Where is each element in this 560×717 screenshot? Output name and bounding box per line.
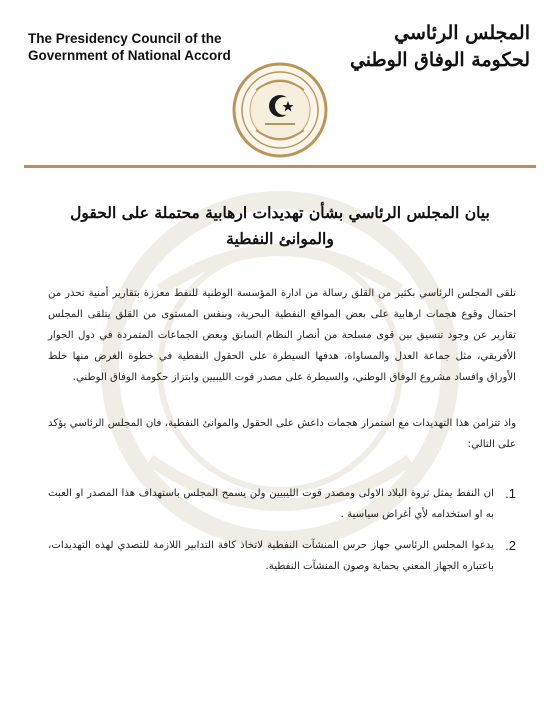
list-item [48, 483, 516, 525]
title-line1: بيان المجلس الرئاسي بشأن تهديدات ارهابية محتملة على الحقول [70, 203, 490, 222]
list-item [48, 535, 516, 577]
header-english [28, 30, 258, 64]
list-item-text: ان النفط يمثل ثروة البلاد الاولى ومصدر قوت الليبيين ولن يسمح المجلس باستهداف هذا المصدر او العبث به او استخدامه لأي أغراض سياسية . [48, 488, 494, 520]
list-item-text: يدعوا المجلس الرئاسي جهاز حرس المنشآت النفطية لاتخاذ كافة التدابير اللازمة للتصدي لهذه التهديدات، باعتباره الجهاز المعني بحماية وصون المنشآت النفطية. [48, 540, 494, 572]
header-divider [24, 165, 536, 168]
header-arabic-line1: المجلس الرئاسي [394, 22, 530, 44]
paragraph-2: واذ تتزامن هذا التهديدات مع استمرار هجمات داعش على الحقول والموانئ النفطية، فان المجلس الرئاسي يؤكد على التالي: [48, 418, 516, 450]
header-english-line1: The Presidency Council of the [28, 31, 222, 46]
council-seal-icon [230, 60, 330, 160]
points-list [48, 483, 516, 587]
list-item-number: 1. [505, 486, 516, 501]
paragraph-1: تلقى المجلس الرئاسي بكثير من القلق رسالة من ادارة المؤسسة الوطنية للنفط معززة بتقارير أمنية تحذر من احتمال وقوع هجمات ارهابية على بعض المواقع النفطية البحرية، وبنفس المستوى من القلق يتلقى المجلس تقارير عن وجود تنسيق بين قوى مسلحة من أنصار النظام السابق وبعض الجماعات المتمردة في دول الجوار الأفريقي، مثل جماعة العدل والمساواة، هدفها السيطرة على الحقول النفطية في خطوة الغرض منها خلط الأوراق وافساد مشروع الوفاق الوطني، والسيطرة على مصدر قوت الليبيين وابتزاز حكومة الوفاق الوطني. [48, 288, 516, 383]
header-arabic [300, 20, 530, 74]
title-line2: والموانئ النفطية [226, 229, 334, 248]
list-item-number: 2. [505, 538, 516, 553]
header-english-line2: Government of National Accord [28, 48, 231, 63]
header-arabic-line2: لحكومة الوفاق الوطني [349, 49, 530, 71]
statement-title [40, 200, 520, 252]
